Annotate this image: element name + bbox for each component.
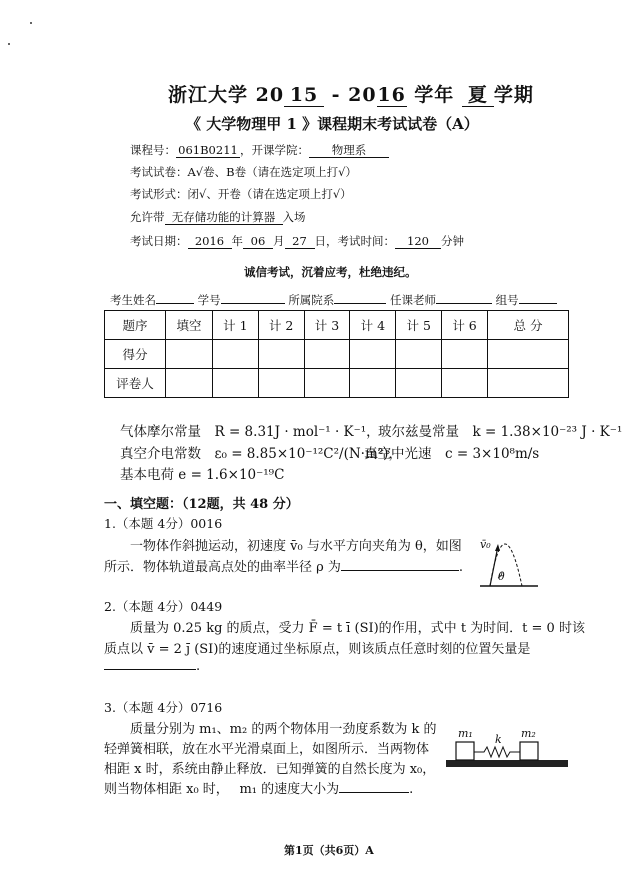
score-cell[interactable] <box>304 340 350 369</box>
course-info: 课程号： 061B0211 ，开课学院： 物理系 <box>130 142 389 158</box>
table-header-cell: 计 4 <box>350 311 396 340</box>
score-table <box>104 310 569 398</box>
table-header-cell: 计 5 <box>396 311 442 340</box>
table-header-cell: 计 6 <box>442 311 488 340</box>
course-title: 《 大学物理甲 1 》课程期末考试试卷（A） <box>186 115 479 133</box>
table-row <box>105 369 569 398</box>
student-fields: 考生姓名 学号 所属院系 任课老师 组号 <box>110 292 557 308</box>
score-table-header-row <box>105 311 569 340</box>
constant-boltzmann: 玻尔兹曼常量 k = 1.38×10⁻²³ J · K⁻¹ <box>378 424 623 440</box>
constant-light: 真空中光速 c = 3×10⁸m/s <box>364 446 540 462</box>
question-1-header: 1.（本题 4分）0016 <box>104 516 223 531</box>
row-label: 评卷人 <box>105 369 166 398</box>
question-3-line: 质量分别为 m₁、m₂ 的两个物体用一劲度系数为 k 的 <box>130 722 437 737</box>
table-header-cell: 填空 <box>166 311 213 340</box>
allowed-items: 允许带 无存储功能的计算器 入场 <box>130 210 306 224</box>
projectile-figure <box>476 520 540 592</box>
row-label: 得分 <box>105 340 166 369</box>
page-footer: 第1页（共6页）A <box>284 844 374 857</box>
constant-charge: 基本电荷 e = 1.6×10⁻¹⁹C <box>120 467 285 483</box>
scan-speck <box>30 22 32 24</box>
figure-label-m1: m₁ <box>458 727 473 740</box>
table-header-cell: 题序 <box>105 311 166 340</box>
score-cell[interactable] <box>396 340 442 369</box>
section-title: 一、填空题：（12题，共 48 分） <box>104 497 299 512</box>
grader-cell[interactable] <box>212 369 258 398</box>
figure-label-k: k <box>495 733 502 746</box>
question-1-line: 所示．物体轨道最高点处的曲率半径 ρ 为 . <box>104 560 464 575</box>
figure-label-theta: θ <box>498 570 505 583</box>
grader-cell[interactable] <box>258 369 304 398</box>
score-cell[interactable] <box>212 340 258 369</box>
table-header-cell: 计 2 <box>258 311 304 340</box>
scan-speck <box>8 43 10 45</box>
score-cell[interactable] <box>258 340 304 369</box>
question-3-line: 轻弹簧相联，放在水平光滑桌面上，如图所示．当两物体 <box>104 742 430 757</box>
grader-cell[interactable] <box>304 369 350 398</box>
question-2-line: 质点以 v̄ = 2 j̄ (SI)的速度通过坐标原点，则该质点任意时刻的位置矢量是 <box>104 642 531 657</box>
score-cell[interactable] <box>166 340 213 369</box>
page-title: 浙江大学 20 15 - 2016 学年 夏 学期 <box>168 84 534 106</box>
constant-permittivity: 真空介电常数 ε₀ = 8.85×10⁻¹²C²/(N·m²)， <box>120 446 402 462</box>
figure-label-m2: m₂ <box>521 727 536 740</box>
table-header-cell: 总 分 <box>488 311 569 340</box>
figure-label-v0: v̄₀ <box>480 538 491 551</box>
paper-type: 考试试卷：A√卷、B卷（请在选定项上打√） <box>130 165 357 179</box>
table-header-cell: 计 1 <box>212 311 258 340</box>
constant-gas: 气体摩尔常量 R = 8.31J · mol⁻¹ · K⁻¹， <box>120 424 380 440</box>
grader-cell[interactable] <box>396 369 442 398</box>
question-3-line: 相距 x 时，系统由静止释放．已知弹簧的自然长度为 x₀， <box>104 762 436 777</box>
exam-format: 考试形式：闭√、开卷（请在选定项上打√） <box>130 187 352 201</box>
question-2-answer: . <box>104 659 200 674</box>
grader-cell[interactable] <box>442 369 488 398</box>
score-cell[interactable] <box>350 340 396 369</box>
score-cell[interactable] <box>442 340 488 369</box>
exam-date: 考试日期： 2016 年 06 月 27 日，考试时间： 120 分钟 <box>130 234 464 248</box>
question-3-header: 3.（本题 4分）0716 <box>104 700 223 715</box>
question-2-header: 2.（本题 4分）0449 <box>104 599 223 614</box>
grader-cell[interactable] <box>488 369 569 398</box>
honesty-notice: 诚信考试，沉着应考，杜绝违纪。 <box>244 265 417 279</box>
grader-cell[interactable] <box>350 369 396 398</box>
grader-cell[interactable] <box>166 369 213 398</box>
table-header-cell: 计 3 <box>304 311 350 340</box>
table-row <box>105 340 569 369</box>
score-cell[interactable] <box>488 340 569 369</box>
question-1-line: 一物体作斜抛运动，初速度 v̄₀ 与水平方向夹角为 θ，如图 <box>130 539 462 554</box>
question-2-line: 质量为 0.25 kg 的质点，受力 F̄ = t ī (SI)的作用，式中 t 为时间．t = 0 时该 <box>130 621 585 636</box>
question-3-line: 则当物体相距 x₀ 时， m₁ 的速度大小为 . <box>104 782 414 797</box>
